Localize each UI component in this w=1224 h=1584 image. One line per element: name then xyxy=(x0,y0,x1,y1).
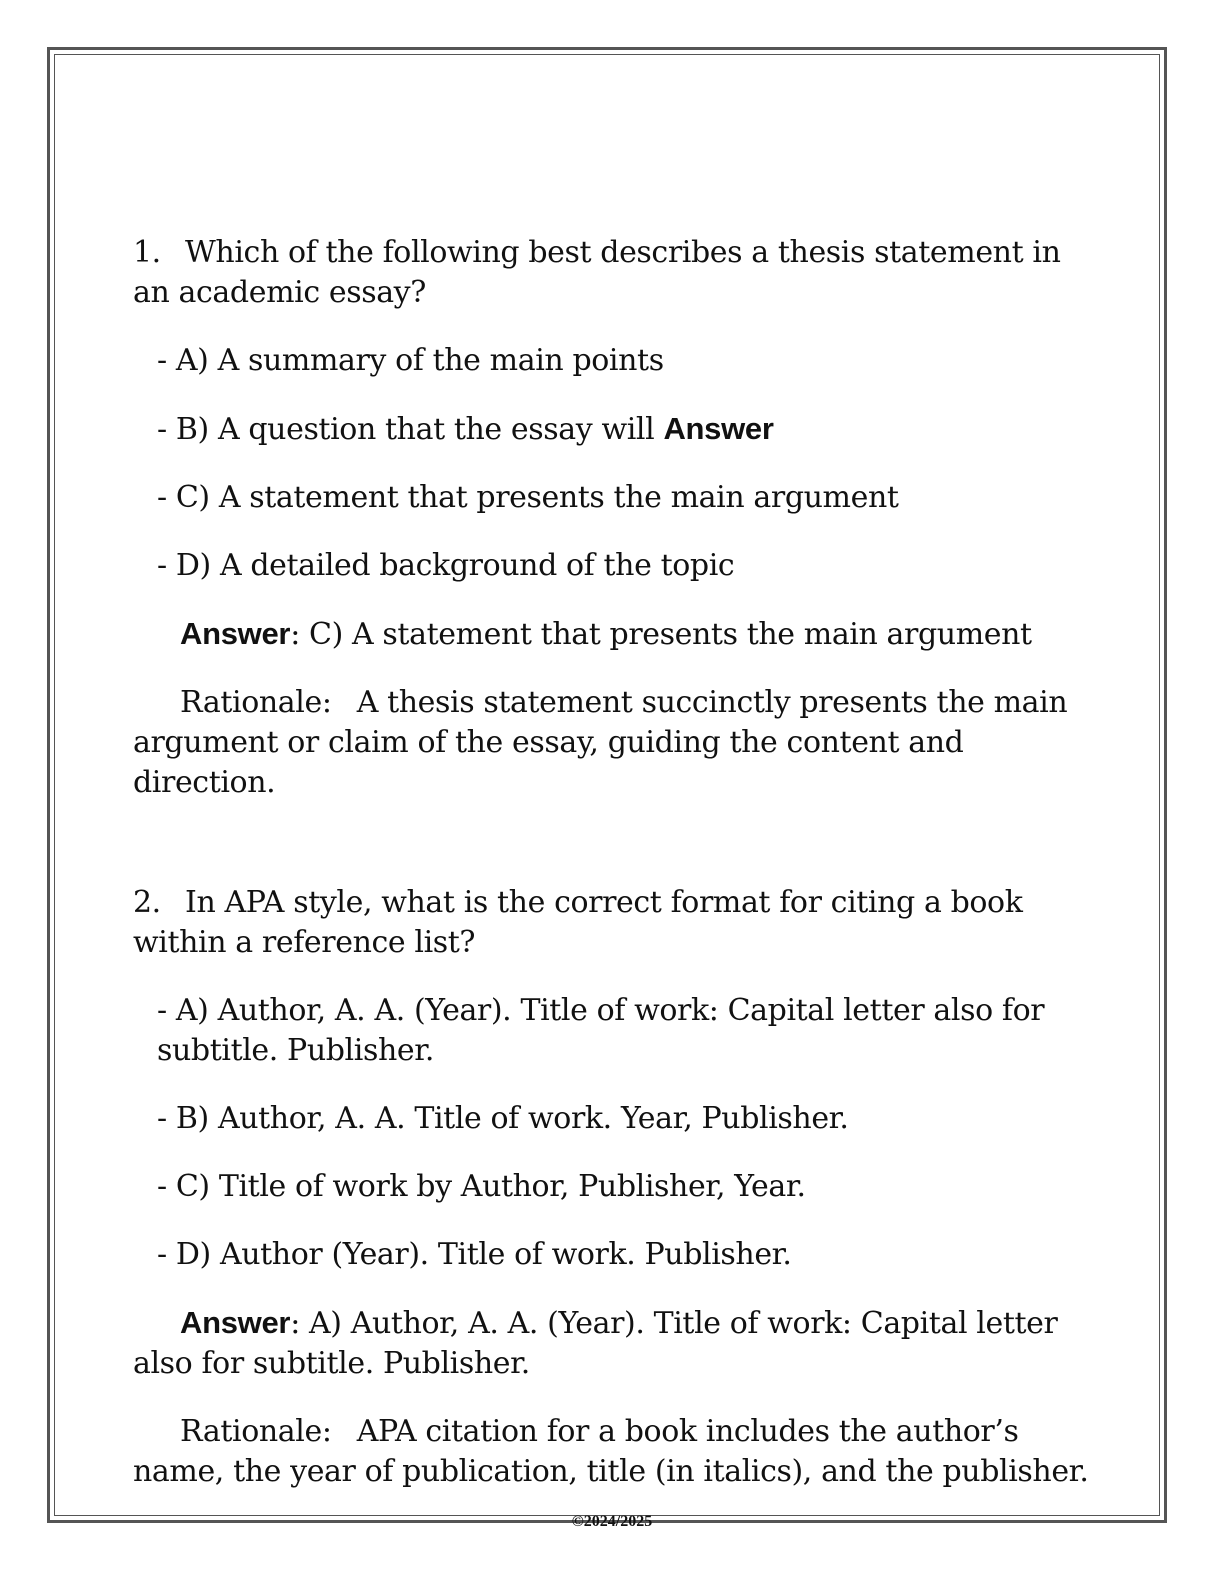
option-text: - B) Author, A. A. Title of work. Year, Publisher. xyxy=(157,1101,849,1136)
option-text: - A) Author, A. A. (Year). Title of work: Capital letter also for subtitle. Publisher. xyxy=(157,993,1045,1068)
rationale-text: A thesis statement succinctly presents the main argument or claim of the essay, guiding the content and direction. xyxy=(133,685,1068,800)
option-c xyxy=(157,478,1093,518)
option-c xyxy=(157,1167,1093,1207)
option-text: - C) Title of work by Author, Publisher, Year. xyxy=(157,1169,806,1204)
answer-line xyxy=(133,614,1093,655)
question-1 xyxy=(133,233,1093,803)
option-d xyxy=(157,1235,1093,1275)
option-text: - A) A summary of the main points xyxy=(157,343,664,378)
rationale-text: APA citation for a book includes the author’s name, the year of publication, title (in italics), and the publisher. xyxy=(133,1414,1089,1489)
option-bold-word: Answer xyxy=(663,411,774,446)
question-stem xyxy=(133,233,1093,313)
rationale-label: Rationale: xyxy=(180,1414,332,1449)
option-a xyxy=(157,341,1093,381)
option-a xyxy=(157,991,1093,1071)
answer-text: : A) Author, A. A. (Year). Title of work: Capital letter also for subtitle. Publisher. xyxy=(133,1306,1058,1381)
option-b xyxy=(157,409,1093,450)
rationale xyxy=(133,683,1093,803)
rationale xyxy=(133,1412,1093,1492)
question-number: 2. xyxy=(133,885,161,920)
answer-label: Answer xyxy=(180,1305,291,1340)
question-text: Which of the following best describes a thesis statement in an academic essay? xyxy=(133,235,1061,310)
option-text: - C) A statement that presents the main argument xyxy=(157,480,899,515)
question-text: In APA style, what is the correct format for citing a book within a reference list? xyxy=(133,885,1023,960)
question-2 xyxy=(133,883,1093,1492)
question-number: 1. xyxy=(133,235,161,270)
option-text: - D) Author (Year). Title of work. Publisher. xyxy=(157,1237,792,1272)
answer-label: Answer xyxy=(180,616,291,651)
option-b xyxy=(157,1099,1093,1139)
rationale-label: Rationale: xyxy=(180,685,332,720)
answer-text: : C) A statement that presents the main argument xyxy=(290,617,1032,652)
option-text: - B) A question that the essay will xyxy=(157,412,664,447)
option-d xyxy=(157,546,1093,586)
question-stem xyxy=(133,883,1093,963)
document-body xyxy=(133,233,1093,1492)
copyright-footer: ©2024/2025 xyxy=(571,1513,653,1530)
answer-line xyxy=(133,1303,1093,1384)
option-text: - D) A detailed background of the topic xyxy=(157,548,735,583)
